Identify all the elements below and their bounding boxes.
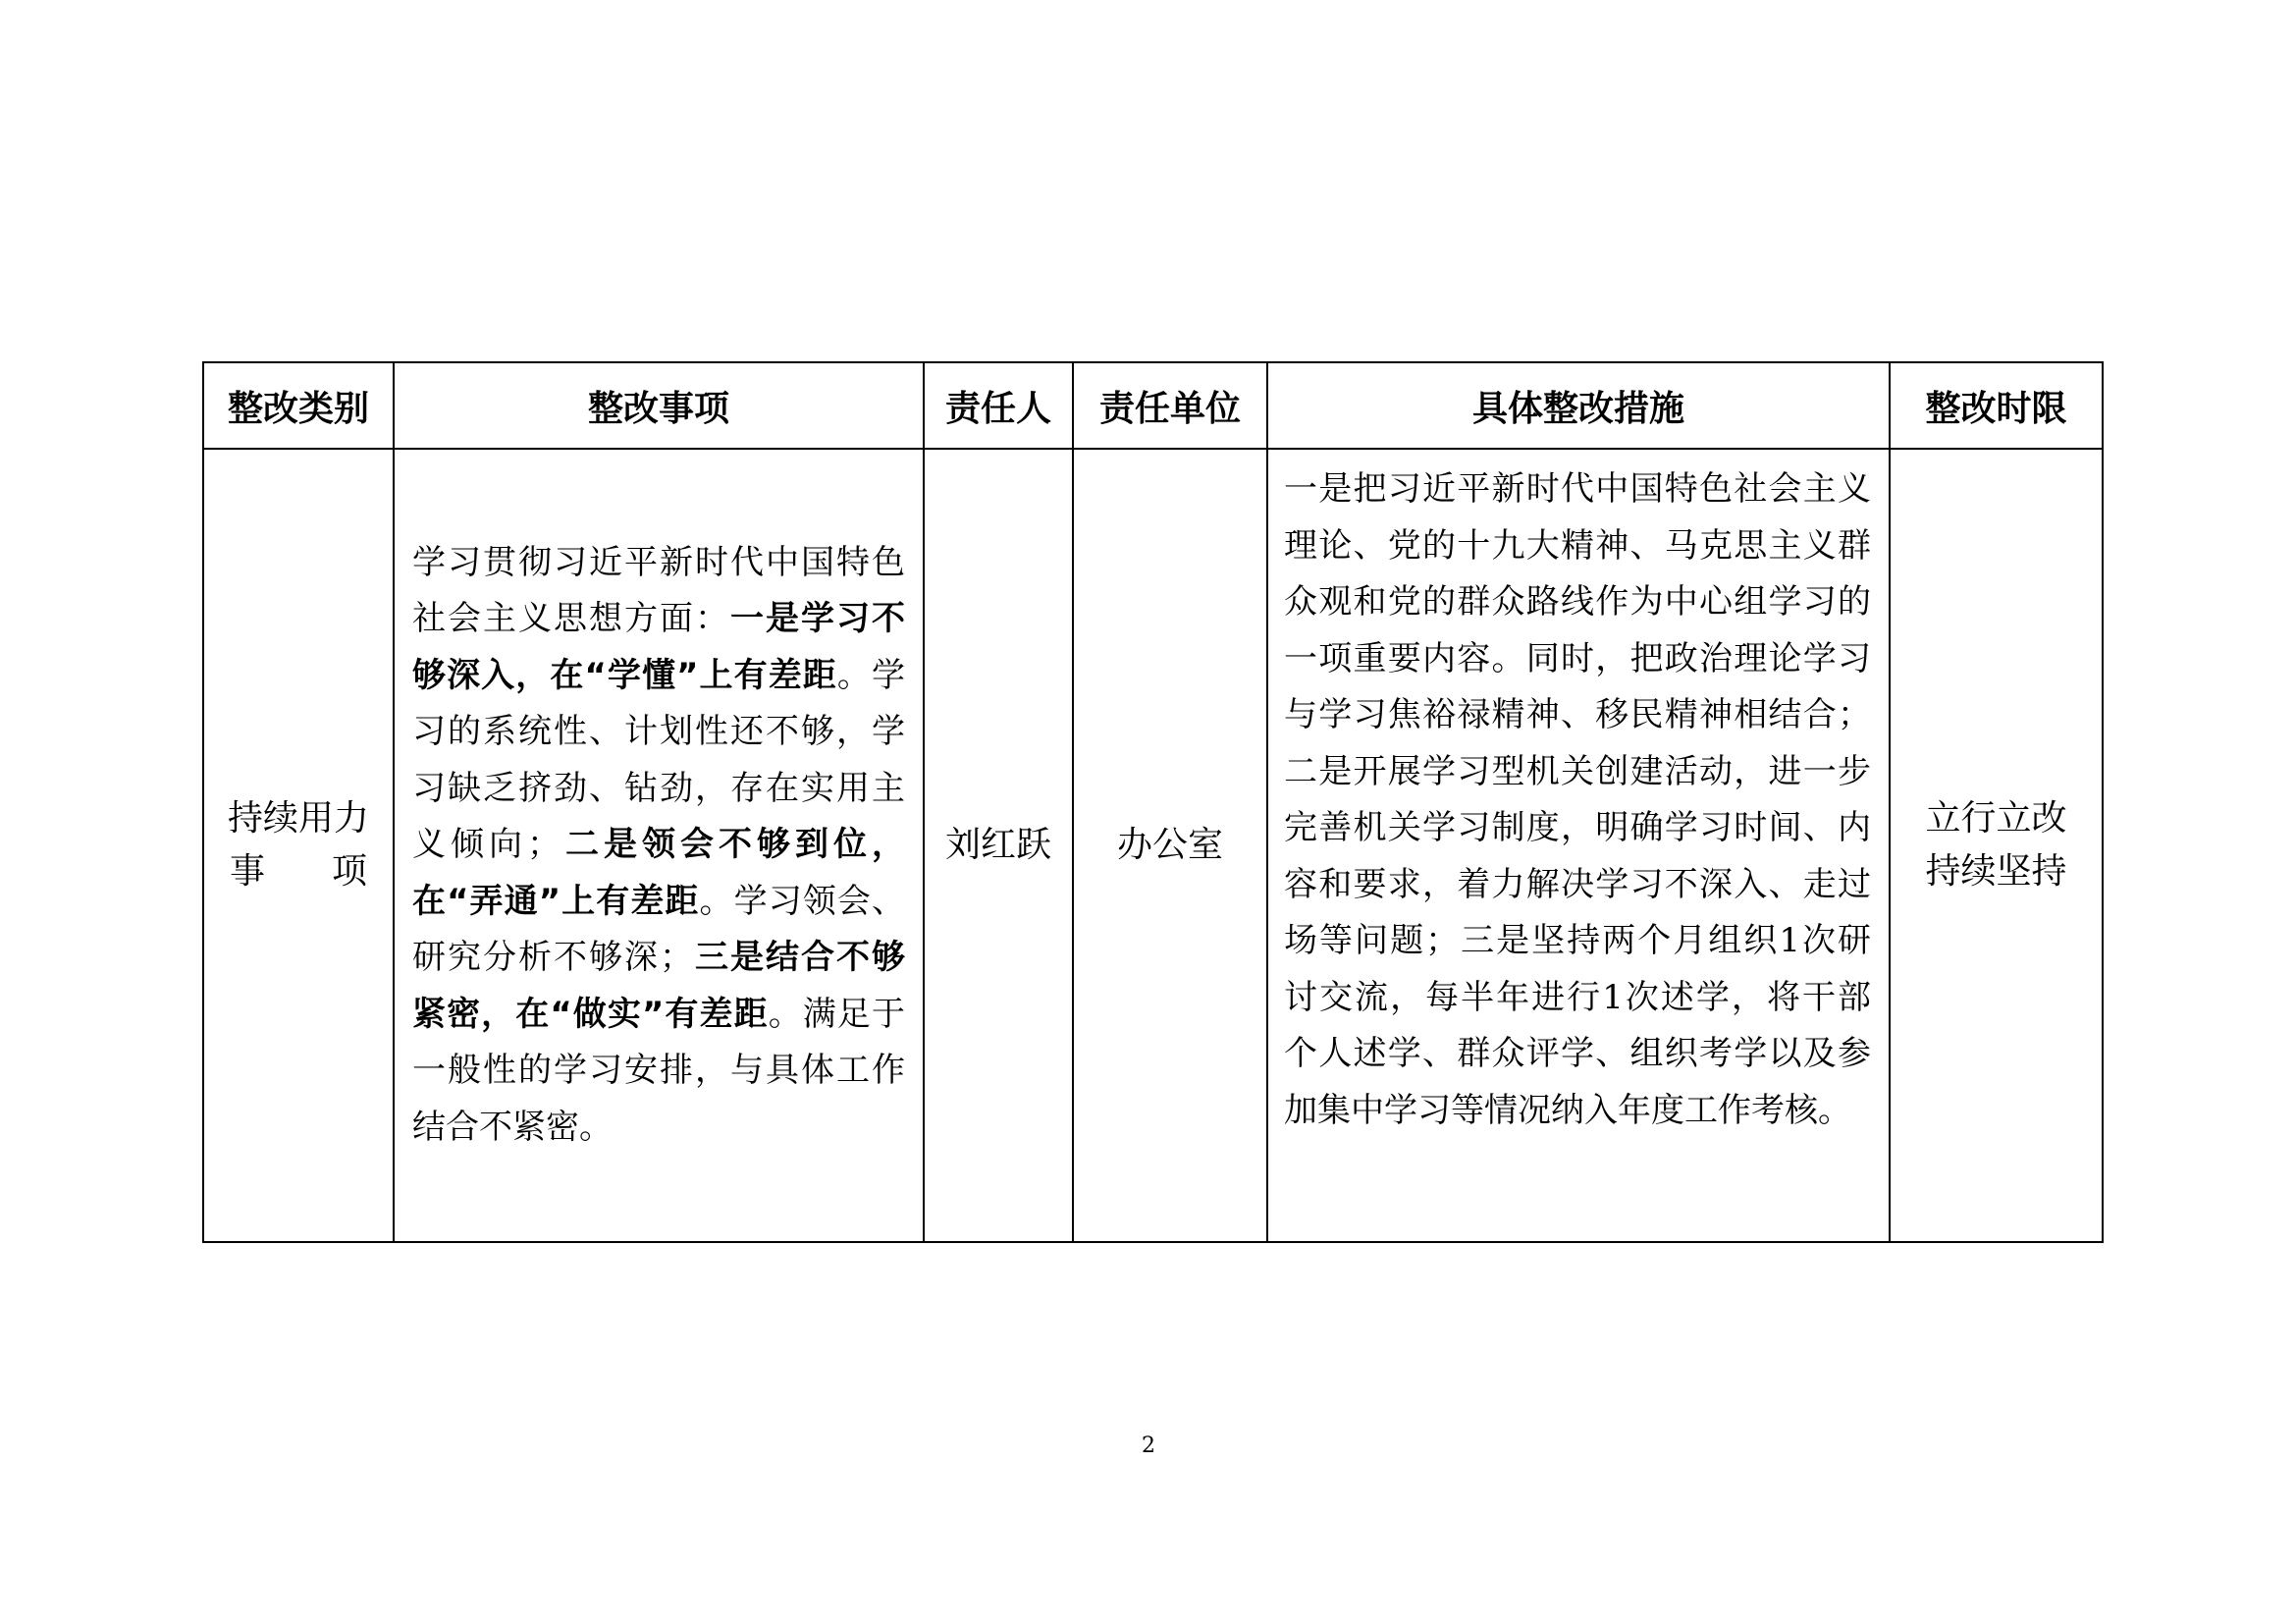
issue-text-1: 学习贯彻习近平新时代中国特色社会主义思想方面： [412, 542, 905, 639]
header-issue: 整改事项 [394, 362, 924, 449]
rectification-table [202, 361, 2104, 1243]
header-measures: 具体整改措施 [1267, 362, 1890, 449]
page-number: 2 [1142, 1434, 1155, 1458]
category-char1: 事 [230, 851, 266, 892]
deadline-line1: 立行立改 [1925, 798, 2067, 839]
issue-text-2: 。学习的系统性、计划性还不够，学习缺乏挤劲、钻劲，存在实用主义倾向； [412, 655, 905, 865]
header-unit: 责任单位 [1073, 362, 1267, 449]
header-deadline: 整改时限 [1890, 362, 2103, 449]
category-line1: 持续用力 [227, 798, 369, 839]
deadline-cell [1890, 449, 2103, 1242]
table-header-row [203, 362, 2103, 449]
issue-bold-1: 一是学习不够深入，在“学懂”上有差距 [412, 599, 905, 695]
measures-cell: 一是把习近平新时代中国特色社会主义理论、党的十九大精神、马克思主义群众观和党的群众路线作为中心组学习的一项重要内容。同时，把政治理论学习与学习焦裕禄精神、移民精神相结合；二是开展学习型机关创建活动，进一步完善机关学习制度，明确学习时间、内容和要求，着力解决学习不深入、走过场等问题；三是坚持两个月组织1次研讨交流，每半年进行1次述学，将干部个人述学、群众评学、组织考学以及参加集中学习等情况纳入年度工作考核。 [1267, 449, 1890, 1242]
issue-text-3: 。学习领会、研究分析不够深； [412, 881, 905, 978]
category-cell [203, 449, 394, 1242]
issue-text-4: 。满足于一般性的学习安排，与具体工作结合不紧密。 [412, 994, 905, 1147]
issue-bold-2: 二是领会不够到位，在“弄通”上有差距 [412, 825, 905, 921]
deadline-line2: 持续坚持 [1925, 851, 2067, 892]
table-row [203, 449, 2103, 1242]
person-cell: 刘红跃 [924, 449, 1073, 1242]
unit-cell: 办公室 [1073, 449, 1267, 1242]
category-char2: 项 [331, 851, 367, 892]
header-category: 整改类别 [203, 362, 394, 449]
category-line2 [204, 845, 393, 898]
issue-cell [394, 449, 924, 1242]
issue-bold-3: 三是结合不够紧密，在“做实”有差距 [412, 938, 905, 1034]
header-person: 责任人 [924, 362, 1073, 449]
